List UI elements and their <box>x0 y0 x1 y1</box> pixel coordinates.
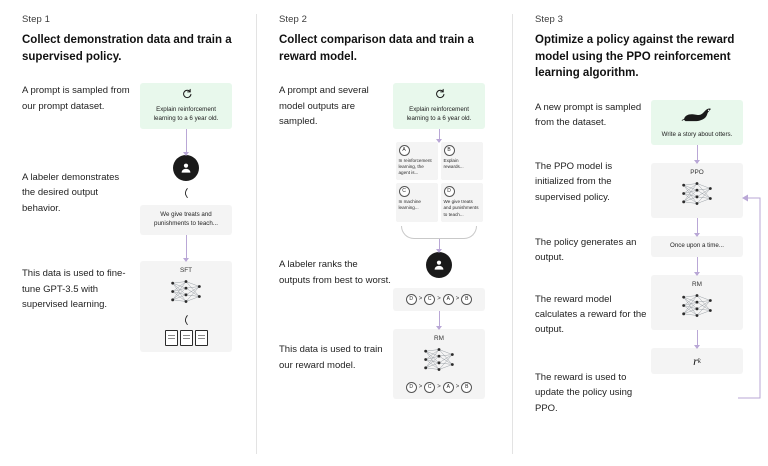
arrow-1-1 <box>186 129 187 155</box>
arrow-2-2 <box>439 239 440 252</box>
step-3-flow <box>645 100 749 374</box>
step-column-1 <box>0 14 256 454</box>
refresh-circle-icon <box>181 88 192 102</box>
document-icon-2 <box>180 330 193 346</box>
step-1-caption-3: This data is used to fine-tune GPT-3.5 with supervised learning. <box>22 268 126 310</box>
step-3-caption-5: The reward is used to update the policy using PPO. <box>535 371 633 414</box>
rm-rank-chip-4: B <box>461 382 472 393</box>
step-2-flow <box>387 83 491 398</box>
step-1-body <box>22 83 242 351</box>
rank-chip-4: B <box>461 294 472 305</box>
rm-ranking-row <box>406 382 473 393</box>
step-3-output-text: Once upon a time... <box>670 242 724 250</box>
chip-d: D <box>444 186 455 197</box>
step-1-prompt-box <box>140 83 232 128</box>
rank-gt-1: > <box>418 296 423 303</box>
document-icon-1 <box>165 330 178 346</box>
rank-gt-3: > <box>455 296 460 303</box>
rm-rank-gt-3: > <box>455 384 460 391</box>
rm-rank-chip-1: D <box>406 382 417 393</box>
step-3-caption-3: The policy generates an output. <box>535 236 637 264</box>
step-1-title: Collect demonstration data and train a supervised policy. <box>22 34 232 63</box>
output-text-d: We give treats and punishments to teach... <box>443 199 479 217</box>
arrow-2-1 <box>439 129 440 142</box>
step-2-label: Step 2 <box>279 14 308 25</box>
neural-network-icon-sft <box>166 278 206 310</box>
step-3-ppo-card <box>651 163 743 218</box>
step-3-label: Step 3 <box>535 14 564 25</box>
pencil-icon-2 <box>182 314 191 326</box>
step-2-rm-card <box>393 329 485 399</box>
steps-container <box>0 14 768 454</box>
refresh-circle-icon <box>434 88 445 102</box>
step-2-title: Collect comparison data and train a reward model. <box>279 34 474 63</box>
rm-rank-gt-1: > <box>418 384 423 391</box>
step-3-rm-title: RM <box>692 281 702 289</box>
arrow-3-1 <box>697 145 698 163</box>
output-box-b <box>441 142 483 181</box>
document-icon-3 <box>195 330 208 346</box>
output-box-c <box>396 183 438 222</box>
rank-chip-3: A <box>443 294 454 305</box>
step-3-body <box>535 100 754 416</box>
rank-chip-1: D <box>406 294 417 305</box>
step-1-prompt-text: Explain reinforcement learning to a 6 year old. <box>153 105 219 122</box>
rank-gt-2: > <box>437 296 441 303</box>
chip-c: C <box>399 186 410 197</box>
neural-network-icon-rm <box>419 346 459 378</box>
step-3-caption-4: The reward model calculates a reward for the output. <box>535 293 647 336</box>
step-3-ppo-title: PPO <box>690 169 704 177</box>
chip-b: B <box>444 145 455 156</box>
person-icon <box>173 155 199 181</box>
step-2-captions <box>279 83 391 373</box>
step-1-caption-1: A prompt is sampled from our prompt dataset. <box>22 85 130 112</box>
step-3-prompt-text: Write a story about otters. <box>661 131 733 139</box>
step-3-reward-box <box>651 348 743 374</box>
neural-network-icon-rm3 <box>677 292 717 324</box>
step-column-2 <box>256 14 512 454</box>
step-2-caption-1: A prompt and several model outputs are sampled. <box>279 85 369 128</box>
rm-rank-chip-2: C <box>424 382 435 393</box>
output-box-a <box>396 142 438 181</box>
outputs-brace <box>401 226 477 239</box>
ranking-row <box>406 294 473 305</box>
output-text-a: In reinforcement learning, the agent is... <box>398 157 432 175</box>
step-3-caption-2: The PPO model is initialized from the supervised policy. <box>535 160 613 203</box>
arrow-3-2 <box>697 218 698 236</box>
arrow-2-3 <box>439 311 440 329</box>
reward-subscript: k <box>697 357 701 366</box>
rm-rank-gt-2: > <box>437 384 441 391</box>
reward-symbol: r <box>693 353 698 368</box>
step-1-sft-card <box>140 261 232 352</box>
arrow-3-4 <box>697 330 698 348</box>
arrow-3-3 <box>697 257 698 275</box>
step-2-rm-title: RM <box>434 334 444 342</box>
step-1-caption-2: A labeler demonstrates the desired output behavior. <box>22 172 120 214</box>
step-1-label: Step 1 <box>22 14 51 25</box>
step-1-labeler-text: We give treats and punishments to teach... <box>154 210 218 227</box>
step-3-prompt-box <box>651 100 743 145</box>
step-2-body <box>279 83 498 398</box>
step-2-outputs <box>393 142 485 222</box>
step-3-caption-1: A new prompt is sampled from the dataset. <box>535 102 642 129</box>
rank-chip-2: C <box>424 294 435 305</box>
otter-icon <box>680 105 714 128</box>
step-1-labeler-output <box>140 205 232 235</box>
output-text-c: In machine learning... <box>398 199 421 211</box>
neural-network-icon-ppo <box>677 180 717 212</box>
step-3-output-card <box>651 236 743 257</box>
step-column-3 <box>512 14 768 454</box>
output-text-b: Explain rewards... <box>443 157 464 169</box>
step-2-prompt-text: Explain reinforcement learning to a 6 year old. <box>406 105 472 122</box>
step-3-rm-card <box>651 275 743 330</box>
step-3-title: Optimize a policy against the reward model using the PPO reinforcement learning algorithm. <box>535 34 735 80</box>
arrow-1-2 <box>186 235 187 261</box>
step-2-caption-3: This data is used to train our reward model. <box>279 344 383 371</box>
step-3-captions <box>535 100 645 416</box>
step-1-captions <box>22 83 134 312</box>
chip-a: A <box>399 145 410 156</box>
step-2-caption-2: A labeler ranks the outputs from best to worst. <box>279 259 391 286</box>
pencil-icon-1 <box>182 187 191 199</box>
rm-rank-chip-3: A <box>443 382 454 393</box>
step-2-prompt-box <box>393 83 485 128</box>
documents-icon <box>165 330 208 346</box>
output-box-d <box>441 183 483 222</box>
step-1-sft-title: SFT <box>179 266 193 274</box>
step-2-ranking-card <box>393 288 485 311</box>
person-icon <box>426 252 452 278</box>
step-1-flow <box>134 83 238 351</box>
